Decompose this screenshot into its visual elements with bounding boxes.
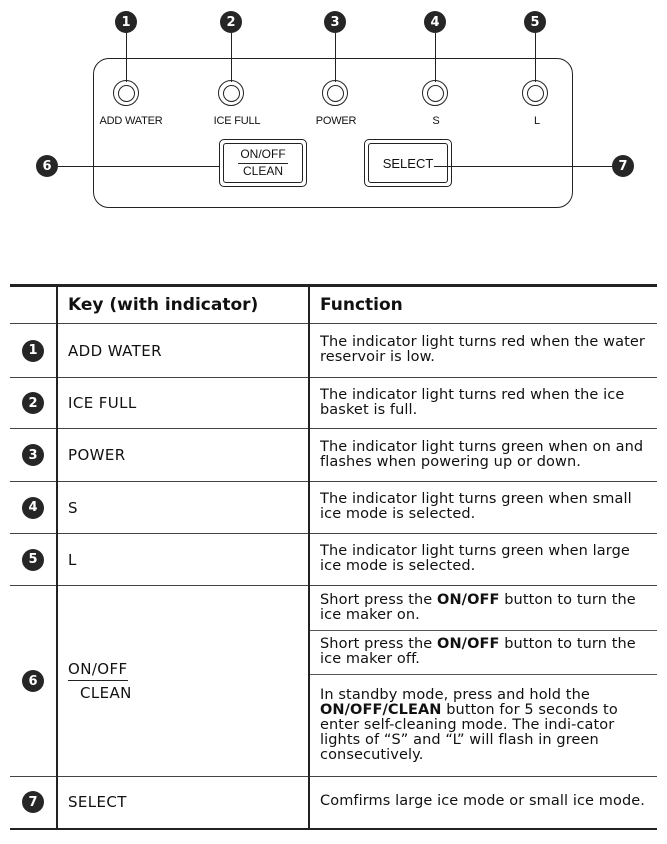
callout-1: 1 [115,11,137,33]
row-number-badge: 1 [22,340,44,362]
s-label: S [432,115,440,127]
row-number-badge: 7 [22,791,44,813]
callout-7: 7 [612,155,634,177]
table-row [10,777,657,829]
key-cell: SELECT [57,777,309,829]
key-clean: CLEAN [80,684,132,702]
l-indicator [522,80,548,106]
table-row [10,378,657,429]
key-cell: ADD WATER [57,324,309,378]
power-indicator [322,80,348,106]
power-label: POWER [315,115,357,127]
key-cell: L [57,534,309,586]
function-cell: The indicator light turns red when the ice basket is full. [309,378,657,429]
table-row [10,586,657,631]
key-cell: POWER [57,429,309,482]
on-off-clean-button[interactable] [219,139,307,187]
l-label: L [534,115,540,127]
select-button-label: SELECT [382,155,434,171]
leader-line [434,166,613,167]
row-number-badge: 6 [22,670,44,692]
row-number-badge: 4 [22,497,44,519]
header-key: Key (with indicator) [57,286,309,324]
row-number-badge: 5 [22,549,44,571]
table-row [10,429,657,482]
table-header-row [10,286,657,324]
function-cell: Comfirms large ice mode or small ice mode. [309,777,657,829]
table-row [10,482,657,534]
callout-4: 4 [424,11,446,33]
ice-full-indicator [218,80,244,106]
key-cell: ICE FULL [57,378,309,429]
add-water-indicator [113,80,139,106]
key-cell [57,586,309,777]
s-indicator [422,80,448,106]
select-button[interactable] [364,139,452,187]
function-cell: The indicator light turns green when large ice mode is selected. [309,534,657,586]
table-row [10,534,657,586]
control-panel-diagram [0,0,667,240]
function-table [10,284,657,830]
header-num-cell [10,286,57,324]
function-cell: The indicator light turns green when on and flashes when powering up or down. [309,429,657,482]
callout-3: 3 [324,11,346,33]
callout-6: 6 [36,155,58,177]
row-number-badge: 2 [22,392,44,414]
function-cell: The indicator light turns green when small ice mode is selected. [309,482,657,534]
clean-button-label: CLEAN [242,164,283,178]
table-row [10,324,657,378]
callout-5: 5 [524,11,546,33]
header-function: Function [309,286,657,324]
function-cell: Short press the ON/OFF button to turn the ice maker off. [309,631,657,675]
add-water-label: ADD WATER [99,115,163,127]
on-off-button-label: ON/OFF [238,147,287,164]
key-cell: S [57,482,309,534]
row-number-badge: 3 [22,444,44,466]
function-cell: The indicator light turns red when the water reservoir is low. [309,324,657,378]
ice-full-label: ICE FULL [213,115,261,127]
function-cell: In standby mode, press and hold the ON/OFF/CLEAN button for 5 seconds to enter self-cleaning mode. The indi-cator lights of “S” and “L” will flash in green consecutively. [309,675,657,777]
key-on-off: ON/OFF [68,660,128,681]
callout-2: 2 [220,11,242,33]
function-cell: Short press the ON/OFF button to turn the ice maker on. [309,586,657,631]
